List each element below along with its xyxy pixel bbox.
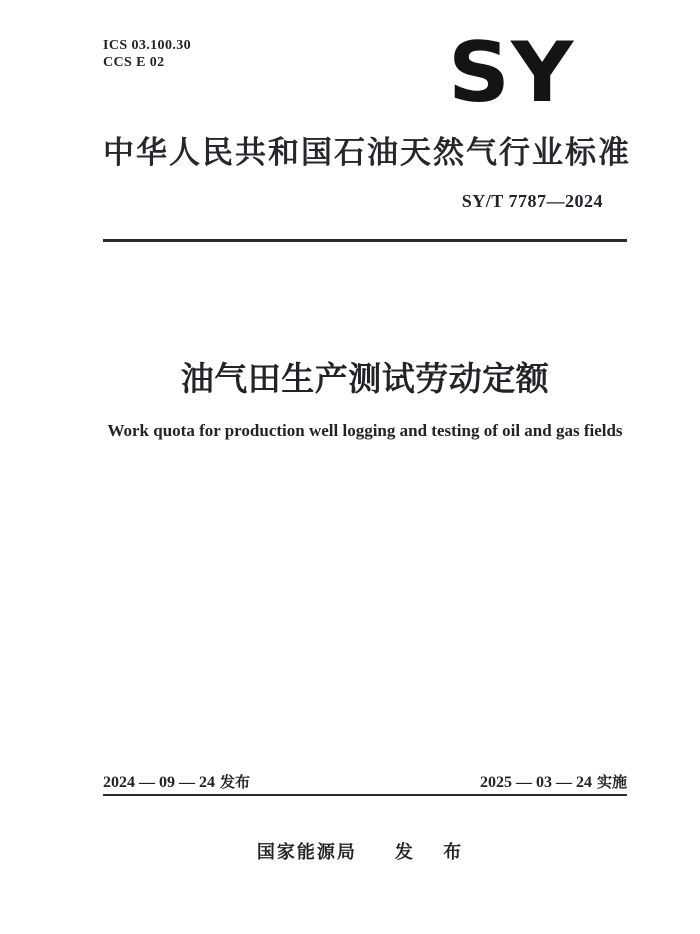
sy-logo: SY: [448, 25, 575, 122]
implementation-label: 实施: [596, 773, 627, 791]
issue-label: 发 布: [394, 842, 474, 863]
ccs-code: CCS E 02: [103, 55, 165, 70]
issuer-row: [88, 838, 642, 864]
implementation-date-group: [480, 771, 627, 792]
standard-type-title: 中华人民共和国石油天然气行业标准: [103, 135, 629, 171]
classification-codes: [103, 37, 191, 71]
header-rule: [103, 239, 627, 242]
issuer-name: 国家能源局: [256, 842, 357, 863]
footer-rule: [103, 794, 627, 796]
document-title-chinese: 油气田生产测试劳动定额: [180, 359, 550, 398]
release-date: 2024 — 09 — 24: [103, 774, 215, 791]
dates-row: [103, 771, 627, 792]
standard-number: SY/T 7787—2024: [461, 191, 603, 211]
release-label: 发布: [220, 773, 251, 791]
release-date-group: [103, 771, 250, 792]
implementation-date: 2025 — 03 — 24: [479, 774, 592, 791]
document-title-english: Work quota for production well logging and testing of oil and gas fields: [107, 421, 623, 440]
ics-code: ICS 03.100.30: [103, 38, 192, 53]
